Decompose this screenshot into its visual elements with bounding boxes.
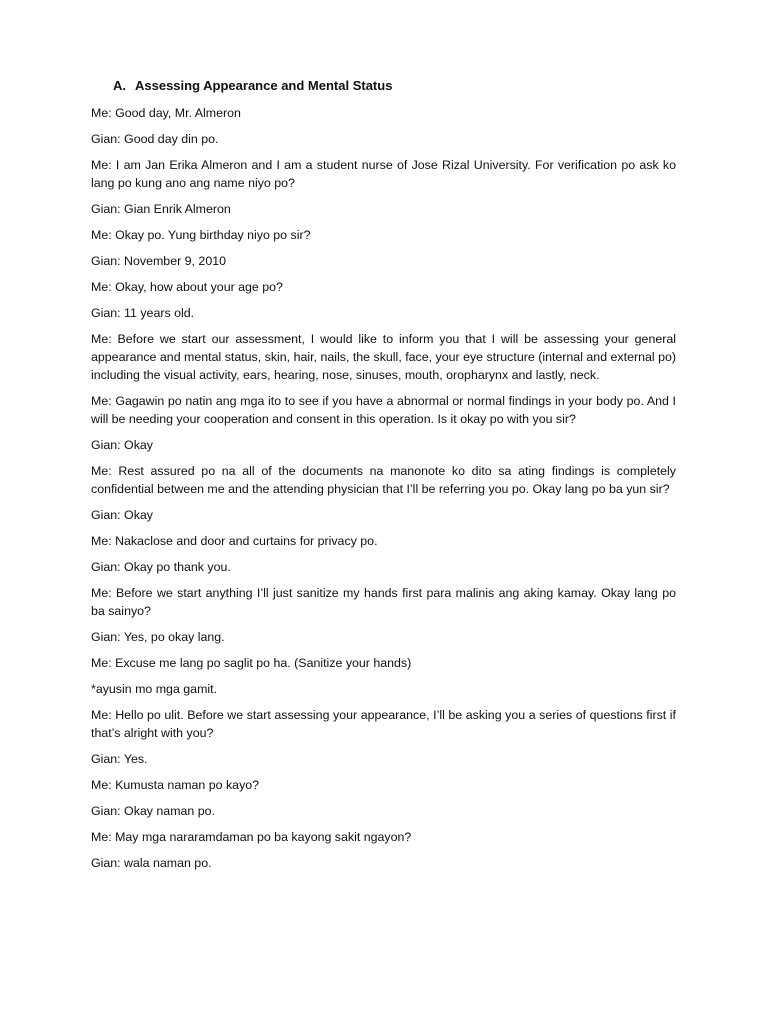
dialogue-line: Gian: Yes, po okay lang. — [91, 630, 225, 644]
dialogue-line: Me: I am Jan Erika Almeron and I am a student nurse of Jose Rizal University. For verification po ask ko lang po kung ano ang name niyo po? — [91, 158, 676, 190]
dialogue-line: Me: Good day, Mr. Almeron — [91, 106, 241, 120]
dialogue-body — [91, 104, 676, 880]
dialogue-line: *ayusin mo mga gamit. — [91, 682, 218, 696]
dialogue-line: Me: May mga nararamdaman po ba kayong sakit ngayon? — [91, 830, 412, 844]
dialogue-line: Gian: Okay — [91, 508, 153, 522]
dialogue-line: Me: Hello po ulit. Before we start assessing your appearance, I’ll be asking you a series of questions first if that’s alright with you? — [91, 708, 676, 740]
dialogue-line: Gian: Gian Enrik Almeron — [91, 202, 231, 216]
dialogue-line: Me: Okay po. Yung birthday niyo po sir? — [91, 228, 311, 242]
dialogue-line: Gian: wala naman po. — [91, 856, 212, 870]
dialogue-line: Me: Nakaclose and door and curtains for privacy po. — [91, 534, 378, 548]
dialogue-line: Gian: Good day din po. — [91, 132, 219, 146]
dialogue-line: Gian: November 9, 2010 — [91, 254, 226, 268]
section-heading — [113, 78, 392, 93]
dialogue-line: Me: Excuse me lang po saglit po ha. (Sanitize your hands) — [91, 656, 412, 670]
dialogue-line: Gian: Okay — [91, 438, 153, 452]
dialogue-line: Gian: 11 years old. — [91, 306, 195, 320]
dialogue-line: Gian: Yes. — [91, 752, 148, 766]
dialogue-line: Me: Kumusta naman po kayo? — [91, 778, 260, 792]
dialogue-line: Me: Gagawin po natin ang mga ito to see if you have a abnormal or normal findings in your body po. And I will be needing your cooperation and consent in this operation. Is it okay po with you sir? — [91, 394, 676, 426]
dialogue-line: Me: Okay, how about your age po? — [91, 280, 283, 294]
dialogue-line: Me: Before we start anything I’ll just sanitize my hands first para malinis ang aking kamay. Okay lang po ba sainyo? — [91, 586, 676, 618]
section-title: Assessing Appearance and Mental Status — [135, 78, 393, 93]
dialogue-line: Me: Rest assured po na all of the documents na manonote ko dito sa ating findings is completely confidential between me and the attending physician that I’ll be referring you po. Okay lang po ba yun sir? — [91, 464, 676, 496]
section-marker: A. — [113, 78, 126, 93]
dialogue-line: Gian: Okay naman po. — [91, 804, 215, 818]
dialogue-line: Gian: Okay po thank you. — [91, 560, 231, 574]
dialogue-line: Me: Before we start our assessment, I would like to inform you that I will be assessing your general appearance and mental status, skin, hair, nails, the skull, face, your eye structure (internal and external po) including the visual activity, ears, hearing, nose, sinuses, mouth, oropharynx and lastly, neck. — [91, 332, 676, 382]
